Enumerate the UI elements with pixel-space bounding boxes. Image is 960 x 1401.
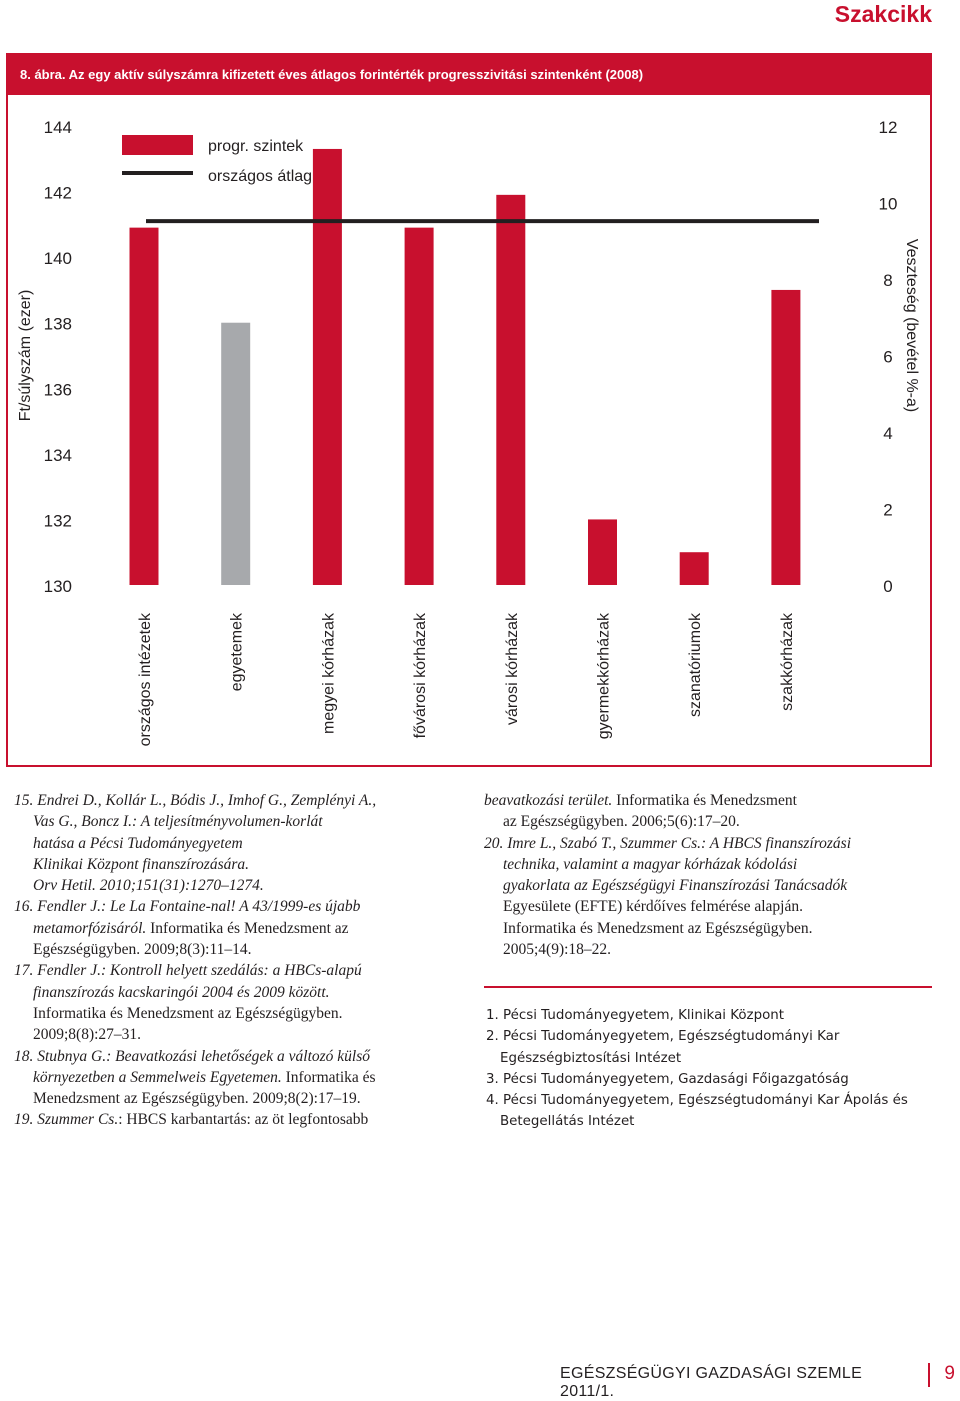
reference-text: 20. Imre L., Szabó T., Szummer Cs. bbox=[484, 834, 702, 852]
category-label: országos intézetek bbox=[137, 613, 154, 747]
reference-text: környezetben a Semmelweis Egyetemen. bbox=[33, 1068, 286, 1086]
category-label: szakkórházak bbox=[778, 613, 796, 711]
reference-line bbox=[484, 854, 944, 875]
y-axis-title: Ft/súlyszám (ezer) bbox=[17, 289, 34, 422]
bar-5 bbox=[496, 195, 525, 585]
reference-text: Menedzsment az Egészségügyben. 2009;8(2):17–19. bbox=[33, 1090, 361, 1108]
reference-text: Informatika és Menedzsment az Egészségügyben. bbox=[33, 1004, 343, 1022]
reference-line bbox=[14, 1088, 464, 1109]
reference-text: gyakorlata az Egészségügyi Finanszírozási Tanácsadók bbox=[503, 877, 848, 895]
y2-tick-label: 6 bbox=[883, 347, 893, 367]
reference-text: Klinikai Központ finanszírozására. bbox=[33, 855, 250, 873]
bar-6 bbox=[588, 519, 617, 585]
reference-text: : A teljesítményvolumen-korlát bbox=[132, 813, 323, 831]
reference-text: 15. Endrei D., Kollár L., Bódis J., Imhof G., Zemplényi A., bbox=[14, 792, 377, 809]
reference-text: technika, valamint a magyar kórházak kódolási bbox=[503, 855, 798, 873]
bar-chart bbox=[8, 55, 930, 765]
reference-text: hatása a Pécsi Tudományegyetem bbox=[33, 834, 243, 852]
y2-tick-label: 0 bbox=[883, 577, 893, 596]
author-affiliations bbox=[486, 1005, 946, 1133]
references-left-column bbox=[14, 790, 464, 1131]
y-tick-label: 144 bbox=[43, 118, 72, 137]
legend-swatch-progr-szintek bbox=[122, 135, 193, 155]
reference-text: 19. Szummer Cs. bbox=[14, 1111, 119, 1129]
reference-line bbox=[14, 1109, 464, 1130]
y-tick-label: 140 bbox=[43, 249, 72, 269]
y-tick-label: 134 bbox=[43, 445, 72, 465]
reference-line bbox=[14, 960, 464, 981]
reference-text: : Le La Fontaine-nal! bbox=[100, 898, 240, 916]
reference-text: finanszírozás kacskaringói 2004 és 2009 között. bbox=[33, 983, 330, 1001]
reference-line bbox=[14, 1024, 464, 1045]
reference-text: 2009;8(8):27–31. bbox=[33, 1026, 142, 1044]
page-number: 9 bbox=[944, 1363, 955, 1384]
bar-1 bbox=[130, 228, 159, 585]
reference-line bbox=[484, 896, 944, 917]
reference-line bbox=[14, 896, 464, 917]
reference-line bbox=[484, 833, 944, 854]
reference-text: Informatika és bbox=[285, 1068, 376, 1086]
category-label: fővárosi kórházak bbox=[412, 613, 430, 739]
reference-text: beavatkozási terület. bbox=[484, 792, 617, 809]
bar-4 bbox=[405, 228, 434, 585]
reference-line bbox=[14, 918, 464, 939]
category-label: szanatóriumok bbox=[687, 613, 705, 718]
bar-8 bbox=[771, 290, 800, 585]
reference-text: : A HBCS finanszírozási bbox=[701, 834, 852, 852]
reference-line bbox=[14, 854, 464, 875]
affiliation-line: Betegellátás Intézet bbox=[500, 1114, 635, 1130]
reference-line bbox=[14, 1046, 464, 1067]
category-label: gyermekkórházak bbox=[595, 613, 613, 740]
figure-caption: 8. ábra. Az egy aktív súlyszámra kifizetett éves átlagos forintérték progresszivitási szintenként (2008) bbox=[8, 55, 930, 95]
y2-tick-label: 10 bbox=[878, 194, 898, 214]
reference-line bbox=[14, 1003, 464, 1024]
reference-line bbox=[14, 1067, 464, 1088]
reference-text: 2005;4(9):18–22. bbox=[503, 941, 612, 959]
reference-text: Egyesülete (EFTE) kérdőíves felmérése alapján. bbox=[503, 898, 803, 916]
reference-line bbox=[14, 939, 464, 960]
reference-text: Informatika és Menedzsment bbox=[616, 792, 797, 809]
reference-line bbox=[484, 811, 944, 832]
y2-tick-label: 12 bbox=[878, 118, 898, 137]
page-footer bbox=[560, 1363, 960, 1400]
category-label: városi kórházak bbox=[503, 613, 521, 726]
reference-text: 17. Fendler J. bbox=[14, 962, 101, 980]
y-tick-label: 142 bbox=[43, 183, 72, 203]
footer-separator bbox=[928, 1363, 930, 1387]
y2-tick-label: 8 bbox=[883, 271, 893, 290]
y-tick-label: 136 bbox=[43, 380, 72, 400]
y2-tick-label: 4 bbox=[883, 424, 893, 443]
references-right-column bbox=[484, 790, 944, 960]
figure-box bbox=[6, 53, 932, 767]
reference-line bbox=[14, 875, 464, 896]
bar-3 bbox=[313, 149, 342, 585]
affiliation-line: 1. Pécsi Tudományegyetem, Klinikai Központ bbox=[486, 1008, 785, 1023]
reference-text: Informatika és Menedzsment az Egészségügyben. bbox=[503, 919, 813, 937]
reference-line bbox=[484, 875, 944, 896]
affiliation-line: Egészségbiztosítási Intézet bbox=[500, 1050, 682, 1066]
legend-label: országos átlag bbox=[208, 168, 313, 185]
footer-journal-title: EGÉSZSÉGÜGYI GAZDASÁGI SZEMLE 2011/1. bbox=[560, 1365, 863, 1400]
reference-text: metamorfózisáról. bbox=[33, 919, 151, 937]
section-divider bbox=[484, 986, 932, 988]
reference-line bbox=[14, 833, 464, 854]
reference-text: A 43/1999-es újabb bbox=[239, 898, 361, 916]
reference-line bbox=[14, 811, 464, 832]
bar-7 bbox=[680, 552, 709, 585]
affiliation-line: 2. Pécsi Tudományegyetem, Egészségtudományi Kar bbox=[486, 1029, 840, 1045]
y-tick-label: 132 bbox=[43, 511, 72, 531]
reference-line bbox=[484, 790, 944, 811]
reference-text: 16. Fendler J. bbox=[14, 898, 101, 916]
y-tick-label: 138 bbox=[43, 314, 72, 334]
y2-tick-label: 2 bbox=[883, 500, 893, 520]
reference-text: Egészségügyben. 2009;8(3):11–14. bbox=[33, 941, 252, 959]
y-tick-label: 130 bbox=[43, 577, 72, 596]
reference-line bbox=[14, 790, 464, 811]
reference-text: : Beavatkozási lehetőségek a változó külső bbox=[106, 1047, 370, 1065]
legend-label: progr. szintek bbox=[208, 138, 304, 155]
reference-line bbox=[14, 982, 464, 1003]
reference-text: Informatika és Menedzsment az bbox=[150, 919, 349, 937]
bar-2 bbox=[221, 323, 250, 585]
reference-line bbox=[484, 918, 944, 939]
reference-text: : HBCS karbantartás: az öt legfontosabb bbox=[118, 1111, 369, 1129]
affiliation-line: 3. Pécsi Tudományegyetem, Gazdasági Főigazgatóság bbox=[486, 1071, 849, 1087]
section-label: Szakcikk bbox=[834, 1, 932, 27]
reference-text: Orv Hetil. 2010;151(31):1270–1274. bbox=[33, 877, 264, 895]
y2-axis-title: Veszteség (bevétel %-a) bbox=[903, 238, 920, 413]
reference-text: 18. Stubnya G. bbox=[14, 1047, 107, 1065]
reference-text: Vas G., Boncz I. bbox=[33, 813, 133, 831]
category-label: egyetemek bbox=[228, 613, 246, 692]
reference-text: : Kontroll helyett szedálás: a HBCs-alapú bbox=[100, 962, 362, 980]
affiliation-line: 4. Pécsi Tudományegyetem, Egészségtudományi Kar Ápolás és bbox=[486, 1093, 908, 1109]
reference-line bbox=[484, 939, 944, 960]
reference-text: az Egészségügyben. 2006;5(6):17–20. bbox=[503, 813, 740, 831]
category-label: megyei kórházak bbox=[320, 613, 338, 734]
